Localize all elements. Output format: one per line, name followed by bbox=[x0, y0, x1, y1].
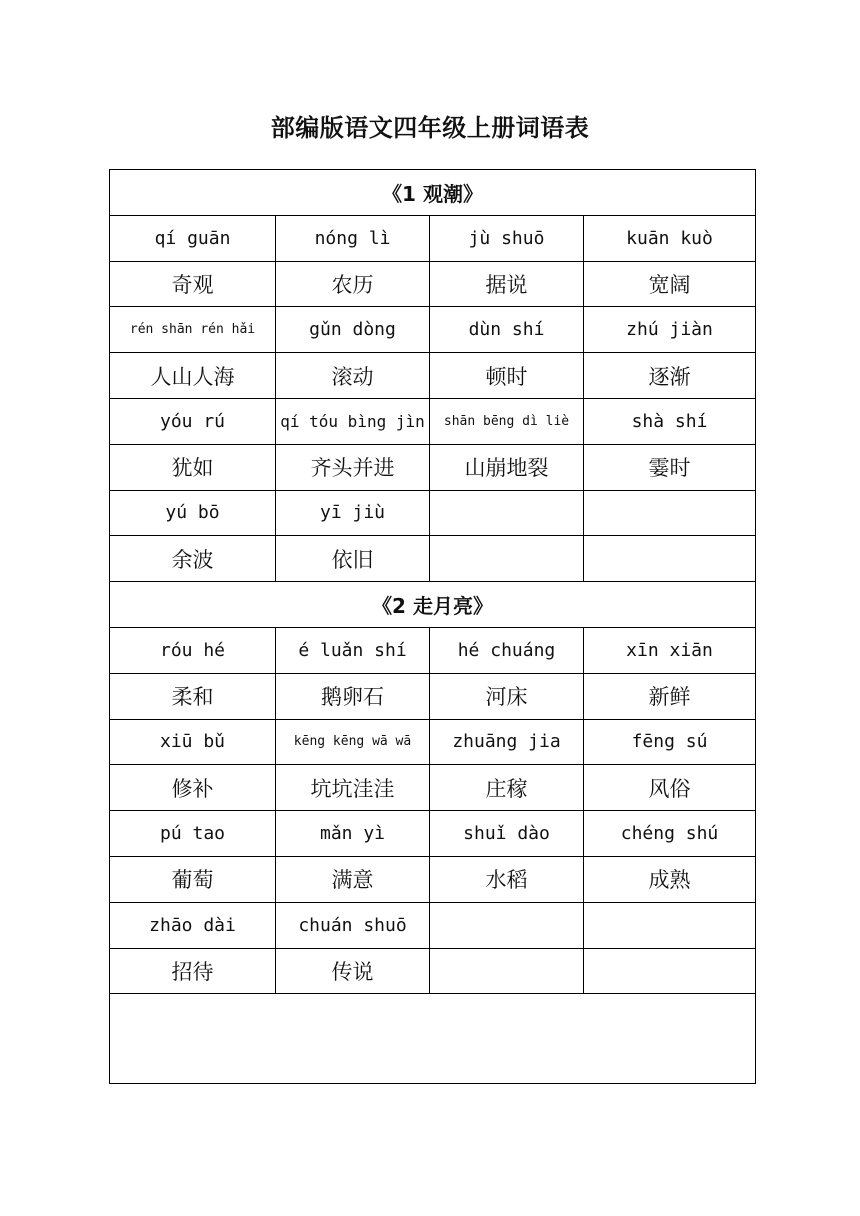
pinyin-cell: kuān kuò bbox=[584, 215, 756, 261]
word-cell: 据说 bbox=[430, 261, 584, 307]
pinyin-cell: jù shuō bbox=[430, 215, 584, 261]
blank-cell bbox=[110, 994, 756, 1084]
pinyin-cell: gǔn dòng bbox=[276, 307, 430, 353]
word-cell: 鹅卵石 bbox=[276, 673, 430, 719]
pinyin-cell: qí tóu bìng jìn bbox=[276, 398, 430, 444]
word-cell: 柔和 bbox=[110, 673, 276, 719]
page-title: 部编版语文四年级上册词语表 bbox=[270, 114, 590, 142]
pinyin-cell: zhú jiàn bbox=[584, 307, 756, 353]
vocabulary-table bbox=[109, 169, 756, 1084]
word-cell: 葡萄 bbox=[110, 856, 276, 902]
word-cell: 齐头并进 bbox=[276, 444, 430, 490]
section-heading: 《1 观潮》 bbox=[110, 170, 756, 216]
word-cell: 犹如 bbox=[110, 444, 276, 490]
pinyin-cell: pú tao bbox=[110, 811, 276, 857]
pinyin-cell: fēng sú bbox=[584, 719, 756, 765]
empty-cell bbox=[584, 948, 756, 994]
word-cell: 逐渐 bbox=[584, 353, 756, 399]
word-cell: 修补 bbox=[110, 765, 276, 811]
word-row bbox=[110, 536, 756, 582]
pinyin-cell: hé chuáng bbox=[430, 627, 584, 673]
section-header-row bbox=[110, 170, 756, 216]
word-cell: 顿时 bbox=[430, 353, 584, 399]
section-header-row bbox=[110, 582, 756, 628]
pinyin-cell: mǎn yì bbox=[276, 811, 430, 857]
word-cell: 霎时 bbox=[584, 444, 756, 490]
pinyin-cell: yī jiù bbox=[276, 490, 430, 536]
pinyin-cell: nóng lì bbox=[276, 215, 430, 261]
pinyin-cell: shān bēng dì liè bbox=[430, 398, 584, 444]
word-row bbox=[110, 444, 756, 490]
pinyin-row bbox=[110, 398, 756, 444]
word-cell: 山崩地裂 bbox=[430, 444, 584, 490]
pinyin-cell: qí guān bbox=[110, 215, 276, 261]
word-cell: 奇观 bbox=[110, 261, 276, 307]
pinyin-cell: róu hé bbox=[110, 627, 276, 673]
pinyin-row bbox=[110, 307, 756, 353]
empty-cell bbox=[430, 490, 584, 536]
empty-cell bbox=[430, 902, 584, 948]
word-cell: 招待 bbox=[110, 948, 276, 994]
word-cell: 宽阔 bbox=[584, 261, 756, 307]
pinyin-cell: yú bō bbox=[110, 490, 276, 536]
empty-cell bbox=[430, 948, 584, 994]
pinyin-cell: xīn xiān bbox=[584, 627, 756, 673]
section-heading: 《2 走月亮》 bbox=[110, 582, 756, 628]
word-row bbox=[110, 261, 756, 307]
word-cell: 传说 bbox=[276, 948, 430, 994]
pinyin-cell: yóu rú bbox=[110, 398, 276, 444]
pinyin-row bbox=[110, 902, 756, 948]
pinyin-cell: rén shān rén hǎi bbox=[110, 307, 276, 353]
empty-cell bbox=[584, 902, 756, 948]
word-cell: 滚动 bbox=[276, 353, 430, 399]
word-cell: 风俗 bbox=[584, 765, 756, 811]
empty-cell bbox=[430, 536, 584, 582]
pinyin-row bbox=[110, 215, 756, 261]
word-row bbox=[110, 948, 756, 994]
word-cell: 坑坑洼洼 bbox=[276, 765, 430, 811]
word-cell: 农历 bbox=[276, 261, 430, 307]
pinyin-row bbox=[110, 627, 756, 673]
pinyin-cell: dùn shí bbox=[430, 307, 584, 353]
empty-cell bbox=[584, 490, 756, 536]
blank-row bbox=[110, 994, 756, 1084]
word-cell: 余波 bbox=[110, 536, 276, 582]
word-row bbox=[110, 856, 756, 902]
pinyin-cell: zhāo dài bbox=[110, 902, 276, 948]
word-cell: 河床 bbox=[430, 673, 584, 719]
word-row bbox=[110, 765, 756, 811]
word-row bbox=[110, 673, 756, 719]
word-row bbox=[110, 353, 756, 399]
pinyin-cell: shuǐ dào bbox=[430, 811, 584, 857]
pinyin-cell: é luǎn shí bbox=[276, 627, 430, 673]
word-cell: 水稻 bbox=[430, 856, 584, 902]
word-cell: 成熟 bbox=[584, 856, 756, 902]
pinyin-cell: shà shí bbox=[584, 398, 756, 444]
word-cell: 庄稼 bbox=[430, 765, 584, 811]
pinyin-row bbox=[110, 811, 756, 857]
pinyin-cell: chéng shú bbox=[584, 811, 756, 857]
empty-cell bbox=[584, 536, 756, 582]
pinyin-cell: kēng kēng wā wā bbox=[276, 719, 430, 765]
word-cell: 新鲜 bbox=[584, 673, 756, 719]
pinyin-cell: zhuāng jia bbox=[430, 719, 584, 765]
word-cell: 满意 bbox=[276, 856, 430, 902]
pinyin-row bbox=[110, 490, 756, 536]
word-cell: 依旧 bbox=[276, 536, 430, 582]
pinyin-row bbox=[110, 719, 756, 765]
pinyin-cell: xiū bǔ bbox=[110, 719, 276, 765]
word-cell: 人山人海 bbox=[110, 353, 276, 399]
pinyin-cell: chuán shuō bbox=[276, 902, 430, 948]
